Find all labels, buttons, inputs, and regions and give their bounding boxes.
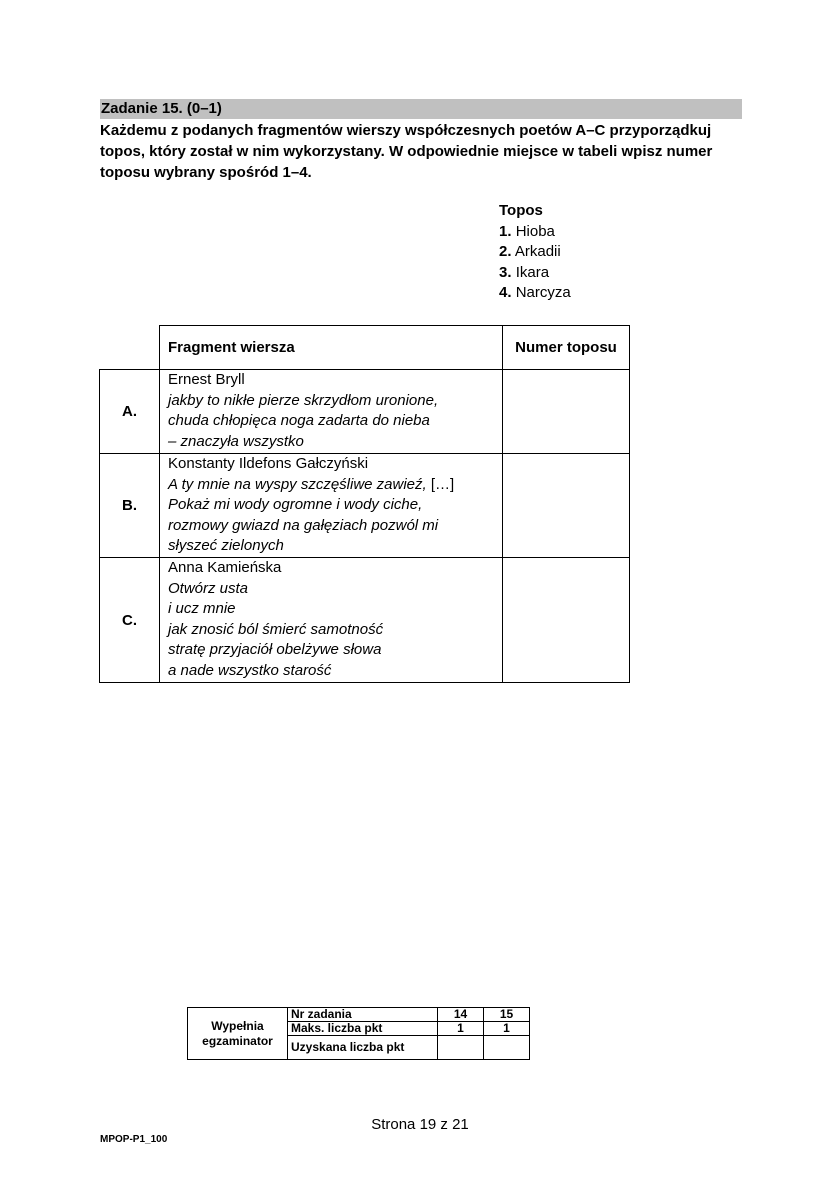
obtained-points-cell[interactable] [484, 1036, 530, 1060]
poem-line: Pokaż mi wody ogromne i wody ciche, [168, 496, 423, 513]
instruction-line: Każdemu z podanych fragmentów wierszy współczesnych poetów A–C przyporządkuj [100, 122, 712, 139]
task-instruction [100, 120, 750, 183]
answer-cell-b[interactable] [503, 454, 630, 558]
poem-line: rozmowy gwiazd na gałęziach pozwól mi [168, 516, 439, 534]
task-header: Zadanie 15. (0–1) [100, 99, 742, 119]
task-number: 14 [438, 1008, 484, 1022]
row-letter: A. [100, 370, 160, 454]
row-letter: C. [100, 558, 160, 683]
table-row [100, 370, 630, 454]
topos-item: 1. Hioba [499, 222, 555, 240]
task-number: 15 [484, 1008, 530, 1022]
table-header-row [100, 326, 630, 370]
poem-line: słyszeć zielonych [168, 537, 284, 554]
answer-cell-c[interactable] [503, 558, 630, 683]
topos-item: 3. Ikara [499, 263, 550, 281]
score-table [187, 1007, 530, 1060]
empty-corner-cell [100, 326, 160, 370]
poem-line: a nade wszystko starość [168, 661, 332, 679]
topos-item: 4. Narcyza [499, 284, 571, 301]
max-points-value: 1 [438, 1022, 484, 1036]
table-row [100, 454, 630, 558]
instruction-line: toposu wybrany spośród 1–4. [100, 164, 312, 181]
max-points-label: Maks. liczba pkt [288, 1022, 438, 1036]
answer-cell-a[interactable] [503, 370, 630, 454]
poem-line: jak znosić ból śmierć samotność [168, 620, 384, 638]
max-points-value: 1 [484, 1022, 530, 1036]
fragments-table [99, 325, 630, 683]
obtained-points-label: Uzyskana liczba pkt [288, 1036, 438, 1060]
column-header-number: Numer toposu [503, 326, 630, 370]
page-number: Strona 19 z 21 [371, 1116, 469, 1133]
row-letter: B. [100, 454, 160, 558]
poem-line: Otwórz usta [168, 579, 249, 597]
topos-title: Topos [499, 202, 543, 219]
poem-line: stratę przyjaciół obelżywe słowa [168, 641, 382, 658]
poem-line: – znaczyła wszystko [168, 432, 304, 450]
topos-list [499, 201, 571, 304]
fragment-cell [160, 454, 503, 558]
poem-author: Konstanty Ildefons Gałczyński [168, 455, 369, 472]
topos-item: 2. Arkadii [499, 243, 561, 260]
exam-code: MPOP-P1_100 [100, 1134, 168, 1145]
fragment-cell [160, 370, 503, 454]
fragment-cell [160, 558, 503, 683]
examiner-label: Wypełnia egzaminator [188, 1008, 288, 1060]
instruction-line: topos, który został w nim wykorzystany. W odpowiednie miejsce w tabeli wpisz numer [100, 143, 713, 160]
obtained-points-cell[interactable] [438, 1036, 484, 1060]
poem-author: Ernest Bryll [168, 371, 245, 388]
poem-line: chuda chłopięca noga zadarta do nieba [168, 412, 430, 429]
table-row [100, 558, 630, 683]
poem-line: A ty mnie na wyspy szczęśliwe zawieź, […] [168, 475, 455, 493]
poem-author: Anna Kamieńska [168, 559, 282, 576]
column-header-fragment: Fragment wiersza [160, 326, 503, 370]
poem-line: jakby to nikłe pierze skrzydłom uronione, [168, 391, 439, 409]
task-number-label: Nr zadania [288, 1008, 438, 1022]
poem-line: i ucz mnie [168, 600, 236, 617]
